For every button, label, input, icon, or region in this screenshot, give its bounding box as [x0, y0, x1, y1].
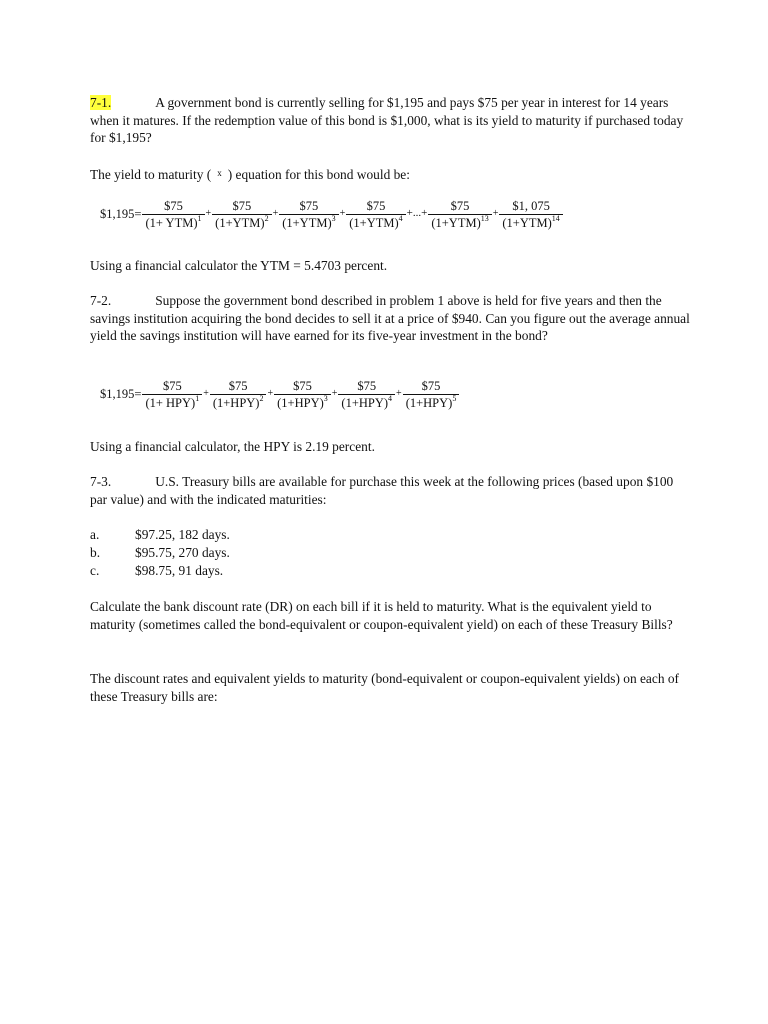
- hpy-term-3: $\frac{\$75}{(1+HPY)^3}$: [274, 379, 331, 411]
- problem-3-paragraph: [90, 473, 690, 508]
- ytm-term-3: $\frac{\$75}{(1+YTM)^3}$: [279, 199, 338, 231]
- problem-3-answer-intro: The discount rates and equivalent yields to maturity (bond-equivalent or coupon-equivalent yields) on each of these Treasury bills are:: [90, 671, 680, 704]
- problem-3-text: U.S. Treasury bills are available for purchase this week at the following prices (based upon $100 par value) and with the indicated maturities:: [90, 474, 674, 507]
- ytm-equation-lhs: $1,195=: [100, 207, 142, 222]
- problem-3-number: 7-3.: [90, 474, 112, 489]
- treasury-bill-list: [90, 526, 230, 580]
- hpy-result: Using a financial calculator, the HPY is 2.19 percent.: [90, 439, 375, 454]
- problem-1-paragraph: [90, 94, 690, 147]
- hpy-term-4: $\frac{\$75}{(1+HPY)^4}$: [338, 379, 395, 411]
- hpy-equation-lhs: $1,195=: [100, 387, 142, 402]
- ytm-term-13: $\frac{\$75}{(1+YTM)^{13}}$: [428, 199, 491, 231]
- list-item: a. $97.25, 182 days.: [90, 527, 230, 542]
- ytm-term-14: $\frac{\$1, 075}{(1+YTM)^{14}}$: [499, 199, 562, 231]
- ytm-term-1: $\frac{\$75}{(1+ YTM)^1}$: [142, 199, 204, 231]
- problem-1-text: A government bond is currently selling for $1,195 and pays $75 per year in interest for 14 years when it matures. If the redemption value of this bond is $1,000, what is its yield to maturity if purchased today for $1,195?: [90, 95, 684, 145]
- list-item: c. $98.75, 91 days.: [90, 563, 224, 578]
- ytm-intro: [90, 166, 690, 186]
- ytm-symbol: x: [217, 168, 222, 178]
- problem-2-number: 7-2.: [90, 293, 112, 308]
- hpy-term-5: $\frac{\$75}{(1+HPY)^5}$: [403, 379, 460, 411]
- ytm-equation: $1,195= $\frac{\$75}{(1+ YTM)^1}$ + $\frac{\$75}{(1+YTM)^2}$ + $\frac{\$75}{(1+YTM)^3}$ + $\frac{\$75}{(1+YTM)^4}$ +...+ $\frac{\$75}{(1+YTM)^{13}}$ + $\frac{\$1, 075}{(1+YTM)^{14}}$: [100, 199, 563, 231]
- problem-3-question: Calculate the bank discount rate (DR) on each bill if it is held to maturity. What is the equivalent yield to maturity (sometimes called the bond-equivalent or coupon-equivalent yield) on each of these Treasury Bills?: [90, 599, 673, 632]
- problem-2-paragraph: [90, 292, 690, 345]
- ytm-term-4: $\frac{\$75}{(1+YTM)^4}$: [346, 199, 405, 231]
- ytm-result: Using a financial calculator the YTM = 5.4703 percent.: [90, 258, 388, 273]
- hpy-term-1: $\frac{\$75}{(1+ HPY)^1}$: [142, 379, 202, 411]
- list-item: b. $95.75, 270 days.: [90, 545, 230, 560]
- ytm-ellipsis: +...+: [406, 207, 428, 220]
- ytm-intro-after: ) equation for this bond would be:: [227, 167, 410, 182]
- hpy-term-2: $\frac{\$75}{(1+HPY)^2}$: [210, 379, 267, 411]
- hpy-equation: $1,195= $\frac{\$75}{(1+ HPY)^1}$ + $\frac{\$75}{(1+HPY)^2}$ + $\frac{\$75}{(1+HPY)^3}$ + $\frac{\$75}{(1+HPY)^4}$ + $\frac{\$75}{(1+HPY)^5}$: [100, 379, 459, 411]
- problem-1-number: 7-1.: [90, 95, 112, 110]
- ytm-term-2: $\frac{\$75}{(1+YTM)^2}$: [212, 199, 271, 231]
- problem-2-text: Suppose the government bond described in problem 1 above is held for five years and then the savings institution acquiring the bond decides to sell it at a price of $940. Can you figure out the average annual yield the savings institution will have earned for its five-year investment in the bond?: [90, 293, 690, 343]
- ytm-intro-before: The yield to maturity (: [90, 167, 212, 182]
